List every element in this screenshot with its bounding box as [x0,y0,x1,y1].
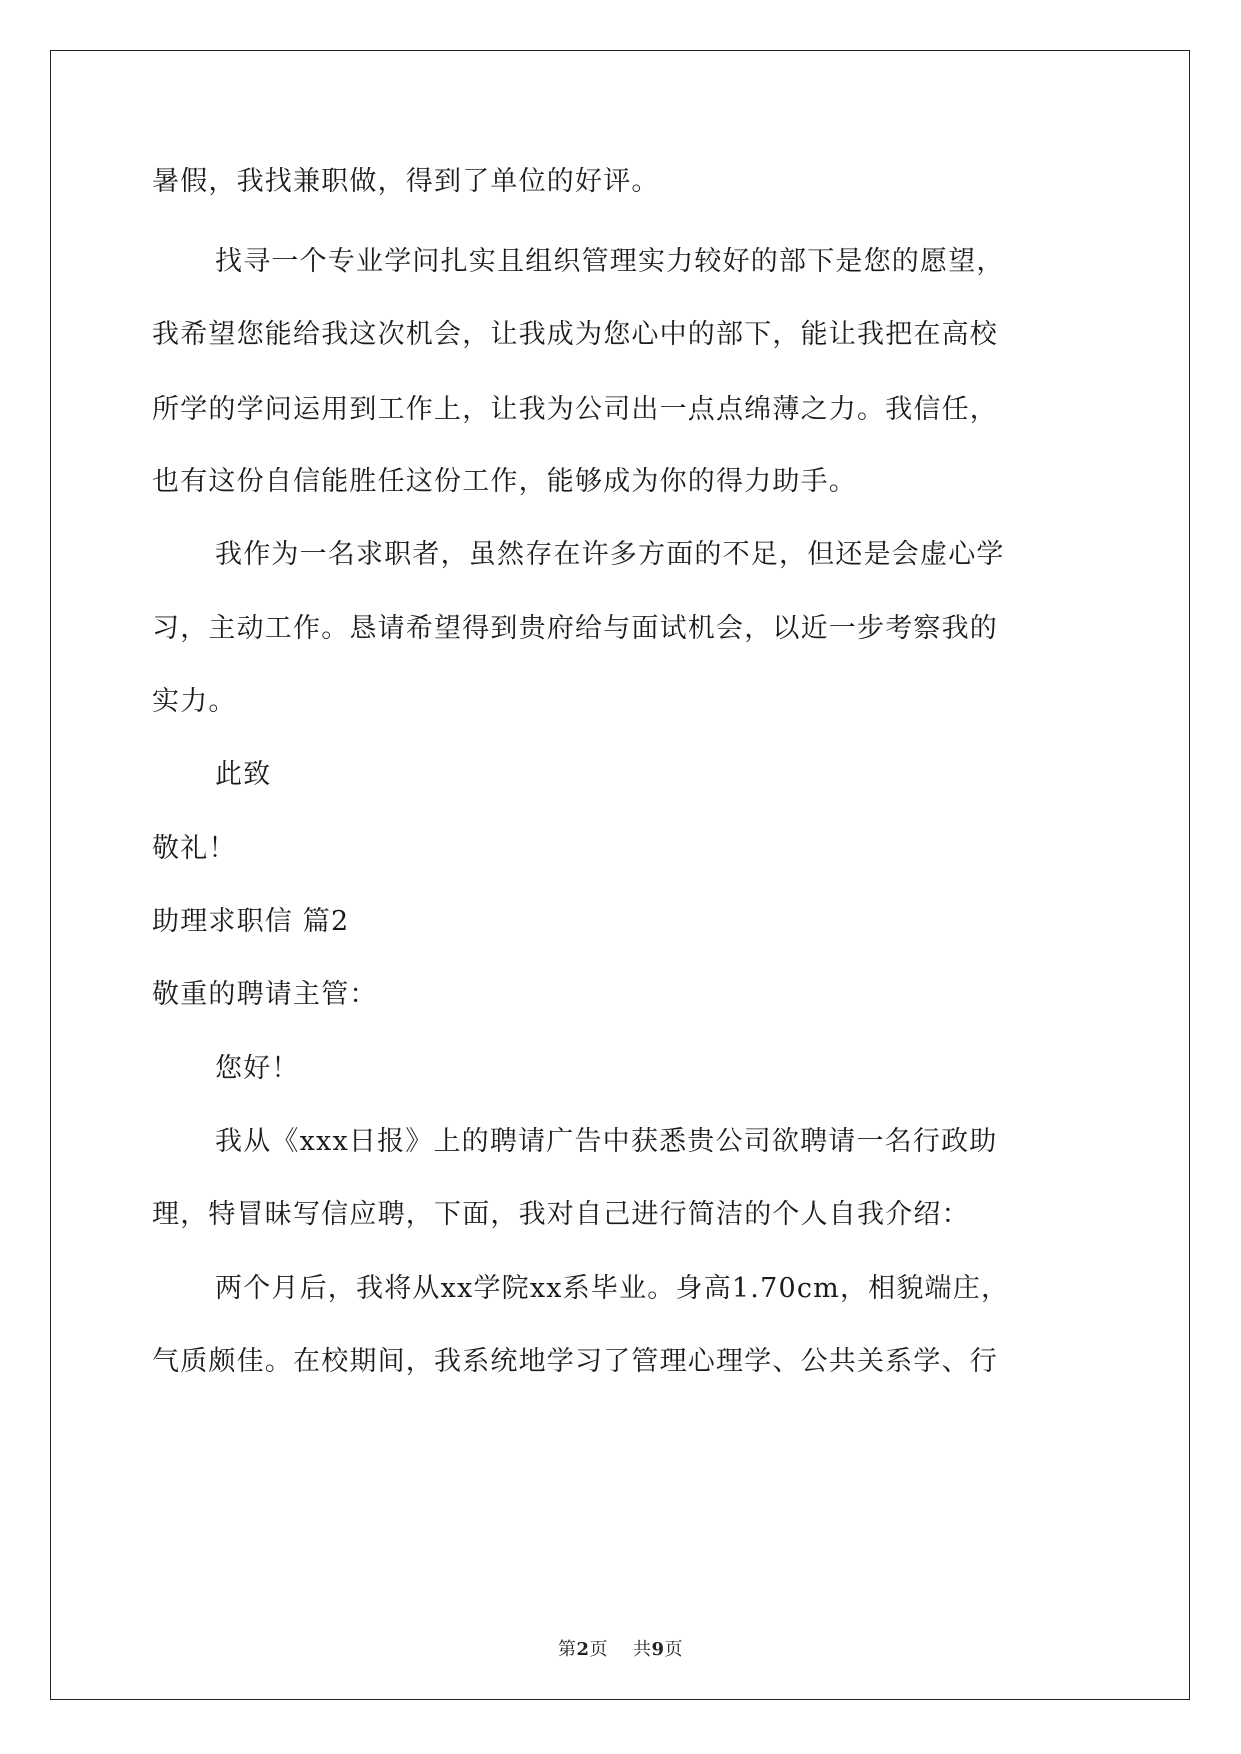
paragraph-line: 两个月后，我将从xx学院xx系毕业。身高1.70cm，相貌端庄， [215,1273,1010,1304]
letter-greeting: 敬重的聘请主管： [152,979,378,1010]
paragraph-line: 理，特冒昧写信应聘，下面，我对自己进行简洁的个人自我介绍： [152,1199,970,1230]
current-page-number: 2 [576,1639,590,1660]
footer-total-prefix: 共 [632,1639,652,1660]
page-border [50,50,1190,1700]
page-footer [0,1635,1241,1661]
paragraph-line: 我作为一名求职者，虽然存在许多方面的不足，但还是会虚心学 [215,539,1005,570]
footer-page-suffix: 页 [589,1639,609,1660]
letter-hello: 您好！ [215,1053,300,1084]
footer-total-suffix: 页 [664,1639,683,1660]
closing-regards: 敬礼！ [152,833,237,864]
paragraph-line: 实力。 [152,686,237,717]
paragraph-line: 暑假，我找兼职做，得到了单位的好评。 [152,166,660,197]
paragraph-line: 找寻一个专业学问扎实且组织管理实力较好的部下是您的愿望， [215,246,1005,277]
paragraph-line: 也有这份自信能胜任这份工作，能够成为你的得力助手。 [152,466,857,497]
paragraph-line: 气质颇佳。在校期间，我系统地学习了管理心理学、公共关系学、行 [152,1346,998,1377]
closing-salutation: 此致 [215,759,272,790]
total-page-count: 9 [651,1639,665,1660]
paragraph-line: 所学的学问运用到工作上，让我为公司出一点点绵薄之力。我信任， [152,394,998,425]
section-heading: 助理求职信 篇2 [152,906,350,937]
footer-prefix: 第 [558,1639,577,1660]
paragraph-line: 习，主动工作。恳请希望得到贵府给与面试机会，以近一步考察我的 [152,613,998,644]
paragraph-line: 我希望您能给我这次机会，让我成为您心中的部下，能让我把在高校 [152,319,998,350]
paragraph-line: 我从《xxx日报》上的聘请广告中获悉贵公司欲聘请一名行政助 [215,1126,998,1157]
